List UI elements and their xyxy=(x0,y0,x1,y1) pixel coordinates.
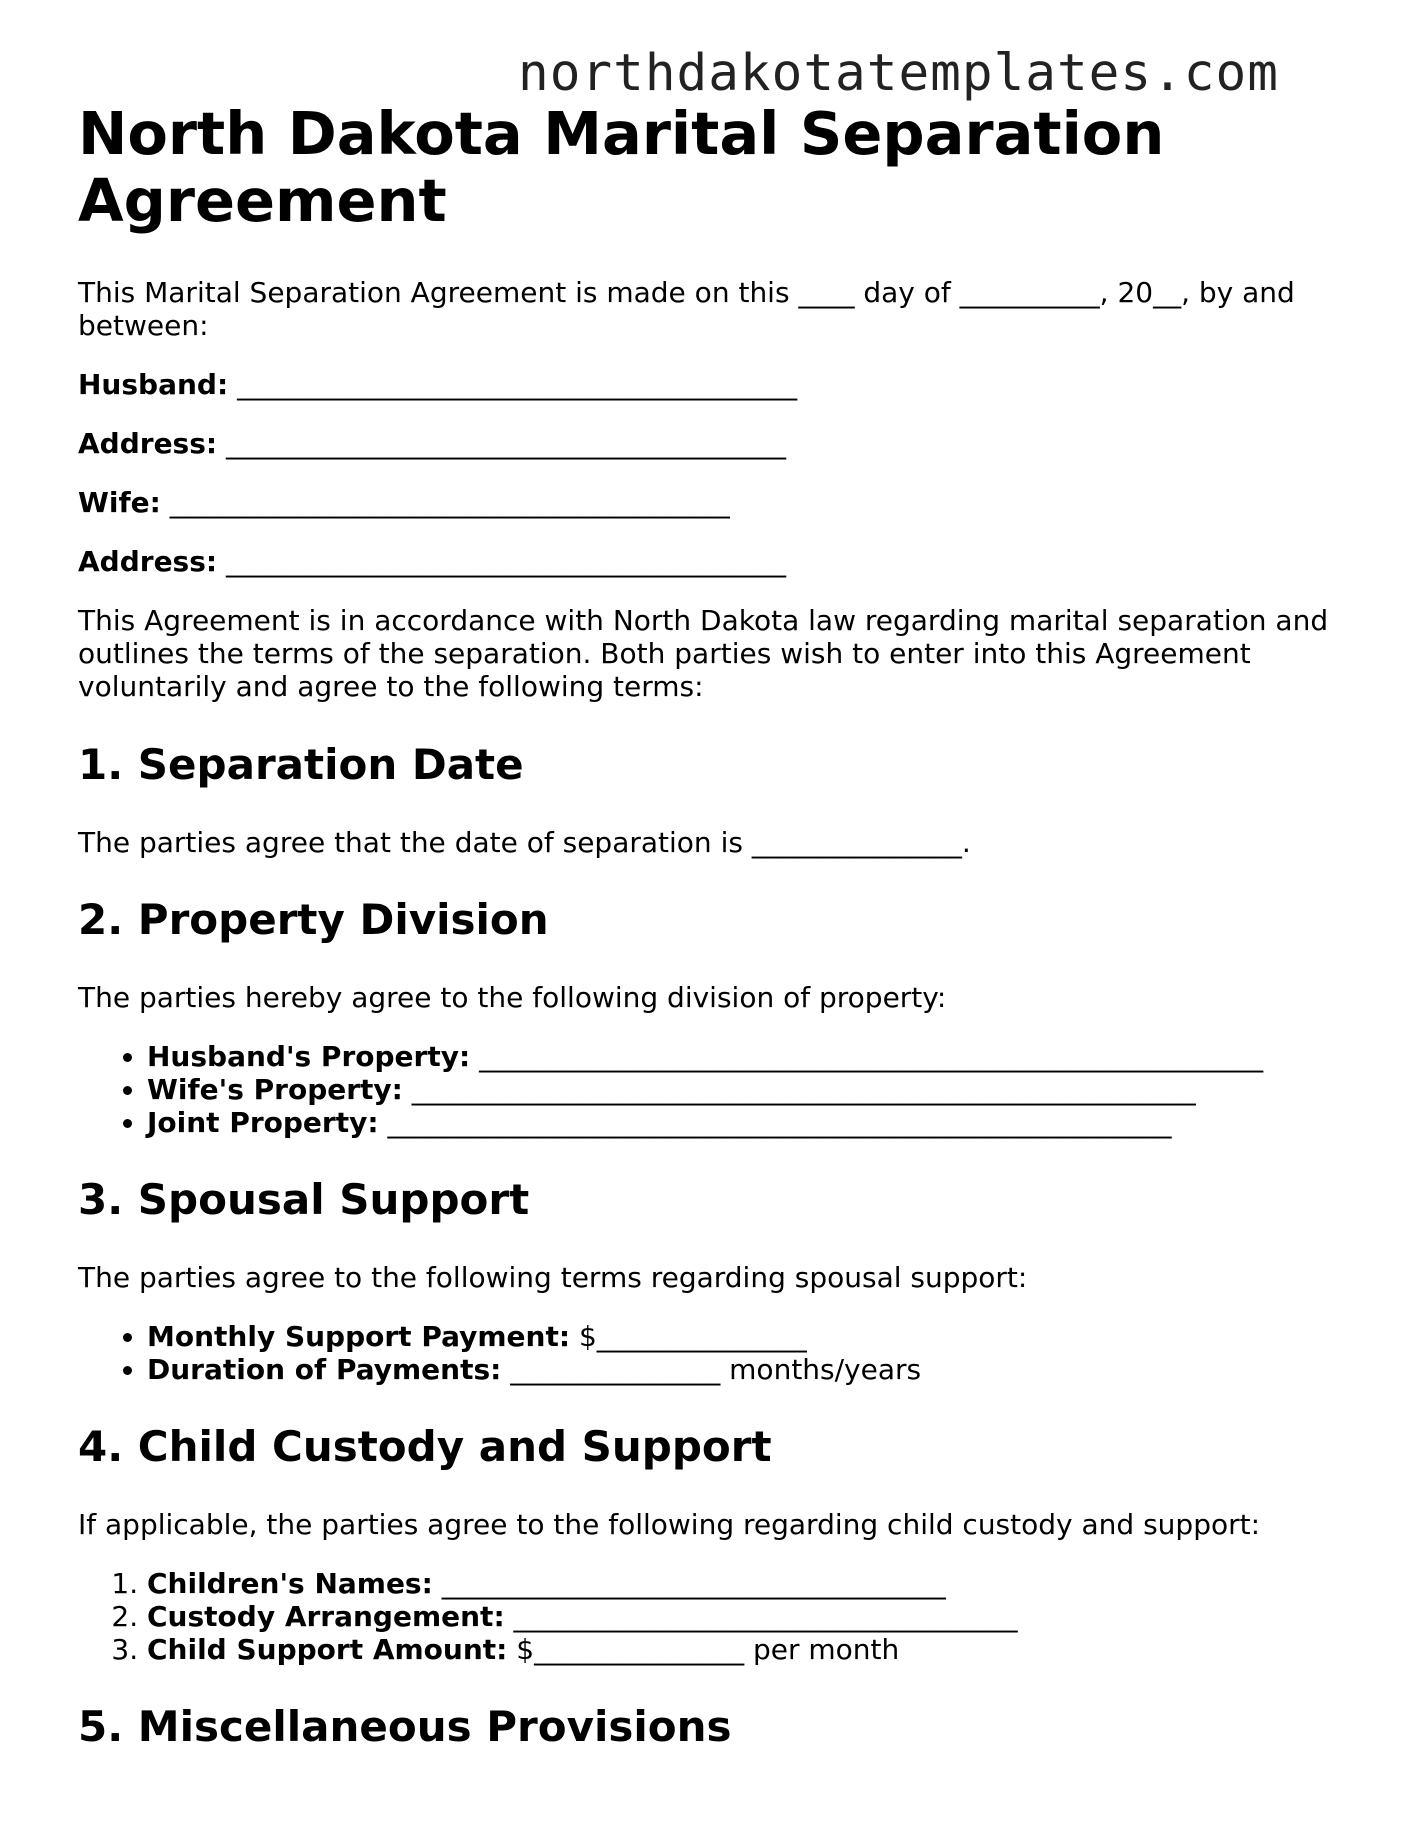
list-item xyxy=(147,1353,1368,1386)
custody-arrangement-blank: ____________________________________ xyxy=(504,1600,1018,1633)
children-names-label: Children's Names: xyxy=(147,1567,433,1600)
children-names-blank: ____________________________________ xyxy=(432,1567,946,1600)
wife-line xyxy=(78,486,1368,519)
wife-address-blank: ________________________________________ xyxy=(226,545,786,578)
intro-paragraph: This Marital Separation Agreement is made on this ____ day of __________, 20__, by and between: xyxy=(78,276,1295,342)
spousal-support-text: The parties agree to the following terms regarding spousal support: xyxy=(78,1261,1028,1294)
husband-blank: ________________________________________ xyxy=(237,368,798,401)
wife-address-line xyxy=(78,545,1368,578)
wife-address-label: Address: xyxy=(78,545,218,578)
husband-address-line xyxy=(78,427,1368,460)
list-item xyxy=(147,1320,1368,1353)
section-heading-separation-date: 1. Separation Date xyxy=(78,740,524,789)
list-item xyxy=(147,1600,1368,1633)
list-item xyxy=(147,1073,1368,1106)
property-list xyxy=(78,1040,1368,1139)
document-page xyxy=(78,100,1368,1752)
separation-date-text: The parties agree that the date of separation is _______________. xyxy=(78,826,971,859)
wifes-property-blank: ________________________________________________________ xyxy=(402,1073,1196,1106)
child-support-amount-label: Child Support Amount: xyxy=(147,1633,508,1666)
child-custody-list xyxy=(78,1567,1368,1666)
section-heading-miscellaneous: 5. Miscellaneous Provisions xyxy=(78,1702,732,1751)
document-title: North Dakota Marital Separation Agreement xyxy=(78,99,1165,235)
wife-label: Wife: xyxy=(78,486,161,519)
list-item xyxy=(147,1040,1368,1073)
husband-line xyxy=(78,368,1368,401)
wife-blank: ________________________________________ xyxy=(169,486,730,519)
husbands-property-label: Husband's Property: xyxy=(147,1040,471,1073)
joint-property-blank: ________________________________________________________ xyxy=(378,1106,1172,1139)
site-watermark: northdakotatemplates.com xyxy=(518,44,1279,103)
custody-arrangement-label: Custody Arrangement: xyxy=(147,1600,505,1633)
child-support-amount-blank: $_______________ per month xyxy=(507,1633,900,1666)
husbands-property-blank: ________________________________________________________ xyxy=(470,1040,1264,1073)
spousal-support-list xyxy=(78,1320,1368,1386)
accordance-paragraph: This Agreement is in accordance with North Dakota law regarding marital separation and outlines the terms of the separation. Both parties wish to enter into this Agreement voluntarily and agree to the following terms: xyxy=(78,604,1329,703)
husband-address-label: Address: xyxy=(78,427,218,460)
duration-blank: _______________ months/years xyxy=(501,1353,922,1386)
husband-label: Husband: xyxy=(78,368,229,401)
husband-address-blank: ________________________________________ xyxy=(226,427,786,460)
wifes-property-label: Wife's Property: xyxy=(147,1073,403,1106)
list-item xyxy=(147,1633,1368,1666)
child-custody-text: If applicable, the parties agree to the following regarding child custody and support: xyxy=(78,1508,1261,1541)
property-division-text: The parties hereby agree to the following division of property: xyxy=(78,981,947,1014)
list-item xyxy=(147,1106,1368,1139)
monthly-support-label: Monthly Support Payment: xyxy=(147,1320,571,1353)
section-heading-property-division: 2. Property Division xyxy=(78,895,549,944)
duration-label: Duration of Payments: xyxy=(147,1353,502,1386)
list-item xyxy=(147,1567,1368,1600)
section-heading-child-custody: 4. Child Custody and Support xyxy=(78,1422,772,1471)
monthly-support-blank: $_______________ xyxy=(570,1320,807,1353)
section-heading-spousal-support: 3. Spousal Support xyxy=(78,1175,530,1224)
joint-property-label: Joint Property: xyxy=(147,1106,379,1139)
